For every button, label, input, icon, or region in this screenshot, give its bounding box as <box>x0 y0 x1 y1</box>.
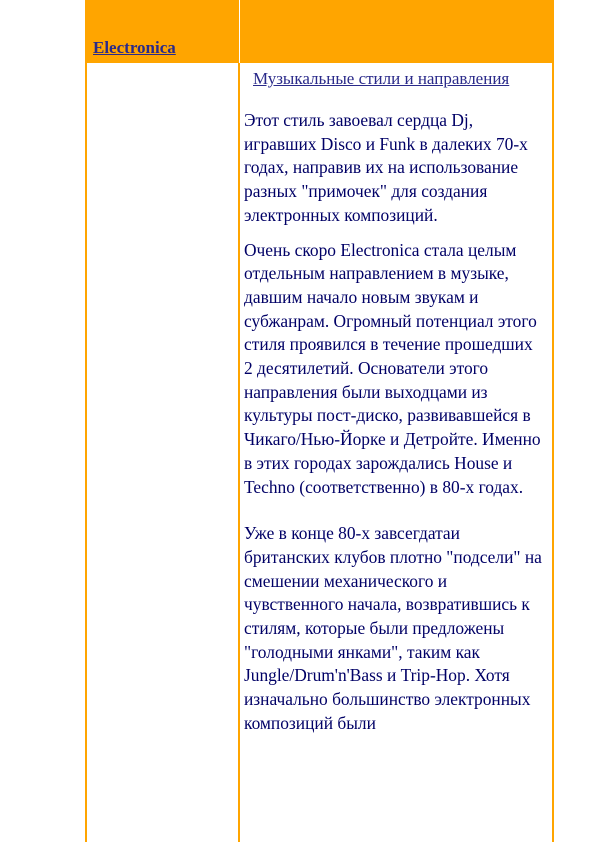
main-column <box>240 63 554 842</box>
page-title-link[interactable]: Electronica <box>93 38 176 57</box>
header-bar <box>85 0 554 63</box>
article-paragraph: Очень скоро Electronica стала целым отдельным направлением в музыке, давшим начало новым звукам и субжанрам. Огромный потенциал этого стиля проявился в течение прошедших 2 десятилетий. Основатели этого направления были выходцами из культуры пост-диско, развивавшейся в Чикаго/Нью-Йорке и Детройте. Именно в этих городах зарождались House и Techno (соответственно) в 80-х годах. <box>244 239 541 497</box>
article-paragraph: Этот стиль завоевал сердца Dj, игравших Disco и Funk в далеких 70-х годах, направив их на использование разных "примочек" для создания электронных композиций. <box>244 110 528 225</box>
content-table <box>85 0 554 842</box>
header-cell <box>85 0 240 63</box>
article-paragraph: Уже в конце 80-х завсегдатаи британских клубов плотно "подсели" на смешении механического и чувственного начала, возвратившись к стилям, которые были предложены "голодными янками", таким как Jungle/Drum'n'Bass и Trip-Hop. Хотя изначально большинство электронных композиций были <box>244 523 542 733</box>
article-body <box>244 109 544 747</box>
music-styles-link[interactable]: Музыкальные стили и направления <box>253 69 510 88</box>
left-column <box>85 63 240 842</box>
